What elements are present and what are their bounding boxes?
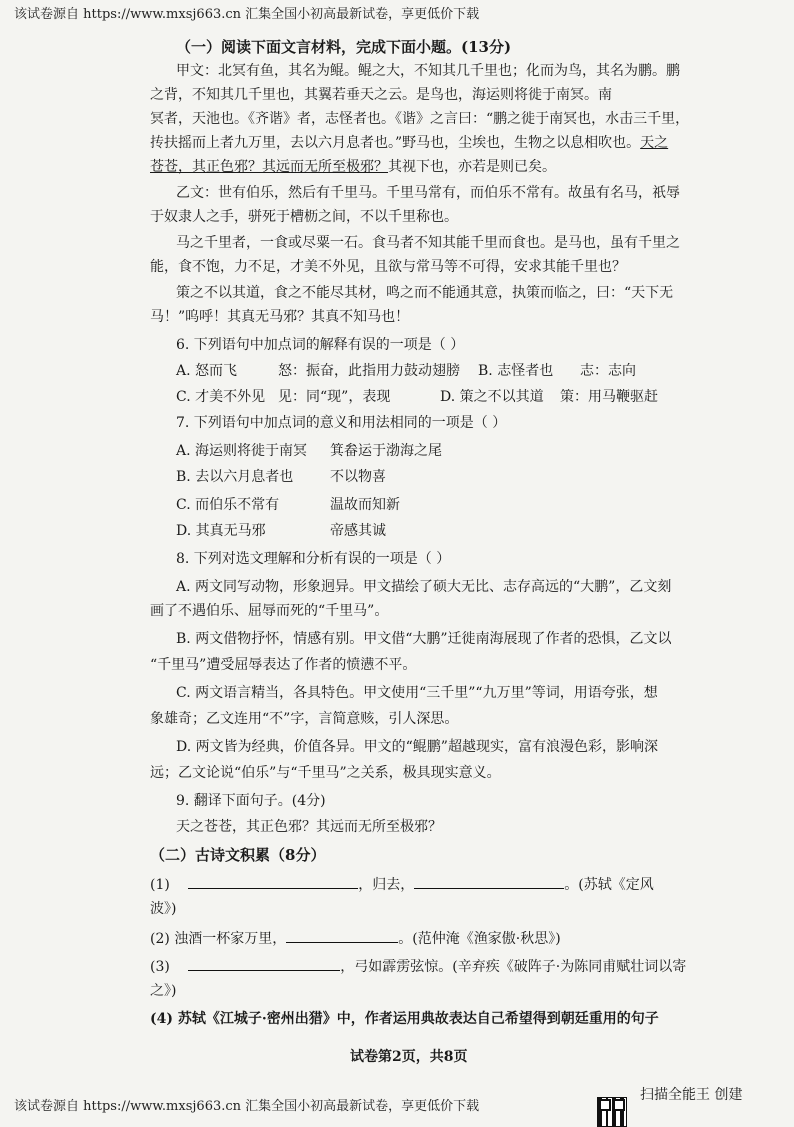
poem-item-3-number: (3) (150, 959, 170, 975)
q8-option-d-line2: 远；乙文论说“伯乐”与“千里马”之关系，极具现实意义。 (150, 765, 501, 781)
q6-option-d: D. 策之不以其道 (440, 389, 544, 405)
q8-option-a-line2: 画了不遇伯乐、屈辱而死的“千里马”。 (150, 603, 389, 619)
q7-option-c-compare: 温故而知新 (330, 497, 400, 513)
q8-option-d-line1: D. 两文皆为经典，价值各异。甲文的“鲲鹏”超越现实，富有浪漫色彩，影响深 (176, 739, 658, 755)
poem-item-1-blank-2[interactable] (414, 874, 564, 889)
poem-item-1 (150, 874, 654, 894)
header-source-banner: 该试卷源自 https://www.mxsj663.cn 汇集全国小初高最新试卷，享更低价下载 (14, 7, 480, 22)
poem-item-1-middle: ，归去， (358, 877, 415, 893)
passage-b-line1: 乙文：世有伯乐，然后有千里马。千里马常有，而伯乐不常有。故虽有名马，祇辱 (176, 185, 680, 201)
passage-a-underlined-start: 天之 (640, 135, 669, 151)
passage-a-line1: 甲文：北冥有鱼，其名为鲲。鲲之大，不知其几千里也；化而为鸟，其名为鹏。鹏 (176, 63, 680, 79)
passage-a-line2: 之背，不知其几千里也，其翼若垂天之云。是鸟也，海运则将徙于南冥。南 (150, 87, 612, 103)
q7-option-a: A. 海运则将徙于南冥 (176, 443, 308, 459)
q6-option-c-note: 见：同“现”，表现 (278, 389, 391, 405)
passage-a-line4 (150, 134, 668, 152)
poem-item-2-blank[interactable] (286, 928, 398, 943)
scanner-credit: 扫描全能王 创建 (640, 1087, 743, 1103)
q7-option-b: B. 去以六月息者也 (176, 469, 294, 485)
poem-item-3-blank[interactable] (188, 956, 340, 971)
q8-option-a-line1: A. 两文同写动物，形象迥异。甲文描绘了硕大无比、志存高远的“大鹏”，乙文刻 (176, 579, 672, 595)
section2-title: （二）古诗文积累（8分） (150, 846, 326, 864)
passage-b-line5: 策之不以其道，食之不能尽其材，鸣之而不能通其意，执策而临之，曰：“天下无 (176, 285, 674, 301)
page-number: 试卷第2页，共8页 (350, 1049, 468, 1065)
q6-option-a: A. 怒而飞 (176, 363, 238, 379)
passage-a-underlined-sentence: 苍苍，其正色邪？其远而无所至极邪？ (150, 159, 388, 175)
passage-a-line5-rest: 其视下也，亦若是则已矣。 (388, 159, 556, 175)
q7-stem: 7. 下列语句中加点词的意义和用法相同的一项是（ ） (176, 415, 507, 431)
poem-item-1-source: 。(苏轼《定风 (564, 877, 654, 893)
passage-a-line4-text: 抟扶摇而上者九万里，去以六月息者也。”野马也，尘埃也，生物之以息相吹也。 (150, 135, 641, 151)
footer-source-banner: 该试卷源自 https://www.mxsj663.cn 汇集全国小初高最新试卷，享更低价下载 (14, 1099, 480, 1114)
q7-option-a-compare: 箕畚运于渤海之尾 (330, 443, 442, 459)
q6-option-b: B. 志怪者也 (478, 363, 554, 379)
q8-option-b-line1: B. 两文借物抒怀，情感有别。甲文借“大鹏”迁徙南海展现了作者的恐惧，乙文以 (176, 631, 672, 647)
poem-item-3-wrap: 之》) (150, 983, 177, 999)
q8-stem: 8. 下列对选文理解和分析有误的一项是（ ） (176, 551, 451, 567)
passage-a-line3: 冥者，天池也。《齐谐》者，志怪者也。《谐》之言曰：“鹏之徙于南冥也，水击三千里， (150, 111, 690, 127)
passage-b-line2: 于奴隶人之手，骈死于槽枥之间，不以千里称也。 (150, 209, 458, 225)
poem-item-2-source: 。(范仲淹《渔家傲·秋思》) (398, 931, 561, 947)
q7-option-d: D. 其真无马邪 (176, 523, 266, 539)
section1-title: （一）阅读下面文言材料，完成下面小题。(13分) (176, 38, 512, 56)
q7-option-b-compare: 不以物喜 (330, 469, 386, 485)
q9-stem: 9. 翻译下面句子。(4分) (176, 793, 326, 809)
poem-item-4: (4) 苏轼《江城子·密州出猎》中，作者运用典故表达自己希望得到朝廷重用的句子 (150, 1011, 659, 1027)
q6-option-b-note: 志：志向 (580, 363, 636, 379)
q6-option-d-note: 策：用马鞭驱赶 (560, 389, 658, 405)
q8-option-c-line1: C. 两文语言精当，各具特色。甲文使用“三千里”“九万里”等词，用语夸张，想 (176, 685, 658, 701)
poem-item-2-start: (2) 浊酒一杯家万里， (150, 931, 287, 947)
q6-stem: 6. 下列语句中加点词的解释有误的一项是（ ） (176, 337, 465, 353)
q7-option-d-compare: 帝感其诚 (330, 523, 386, 539)
q6-option-a-note: 怒：振奋，此指用力鼓动翅膀 (278, 363, 460, 379)
poem-item-3 (150, 956, 686, 976)
q8-option-c-line2: 象雄奇；乙文连用“不”字，言简意赅，引人深思。 (150, 711, 459, 727)
qr-code-icon (597, 1097, 627, 1127)
passage-a-line5 (150, 158, 556, 176)
passage-b-line3: 马之千里者，一食或尽粟一石。食马者不知其能千里而食也。是马也，虽有千里之 (176, 235, 680, 251)
q9-sentence: 天之苍苍，其正色邪？其远而无所至极邪？ (176, 819, 442, 835)
q8-option-b-line2: “千里马”遭受屈辱表达了作者的愤懑不平。 (150, 657, 417, 673)
q6-option-c: C. 才美不外见 (176, 389, 266, 405)
poem-item-1-number: (1) (150, 877, 170, 893)
q7-option-c: C. 而伯乐不常有 (176, 497, 280, 513)
passage-b-line4: 能，食不饱，力不足，才美不外见，且欲与常马等不可得，安求其能千里也？ (150, 259, 626, 275)
poem-item-2 (150, 928, 561, 948)
poem-item-3-source: ，弓如霹雳弦惊。(辛弃疾《破阵子·为陈同甫赋壮词以寄 (340, 959, 687, 975)
poem-item-1-wrap: 波》) (150, 901, 177, 917)
passage-b-line6: 马！”呜呼！其真无马邪？其真不知马也！ (150, 309, 410, 325)
poem-item-1-blank-1[interactable] (188, 874, 358, 889)
